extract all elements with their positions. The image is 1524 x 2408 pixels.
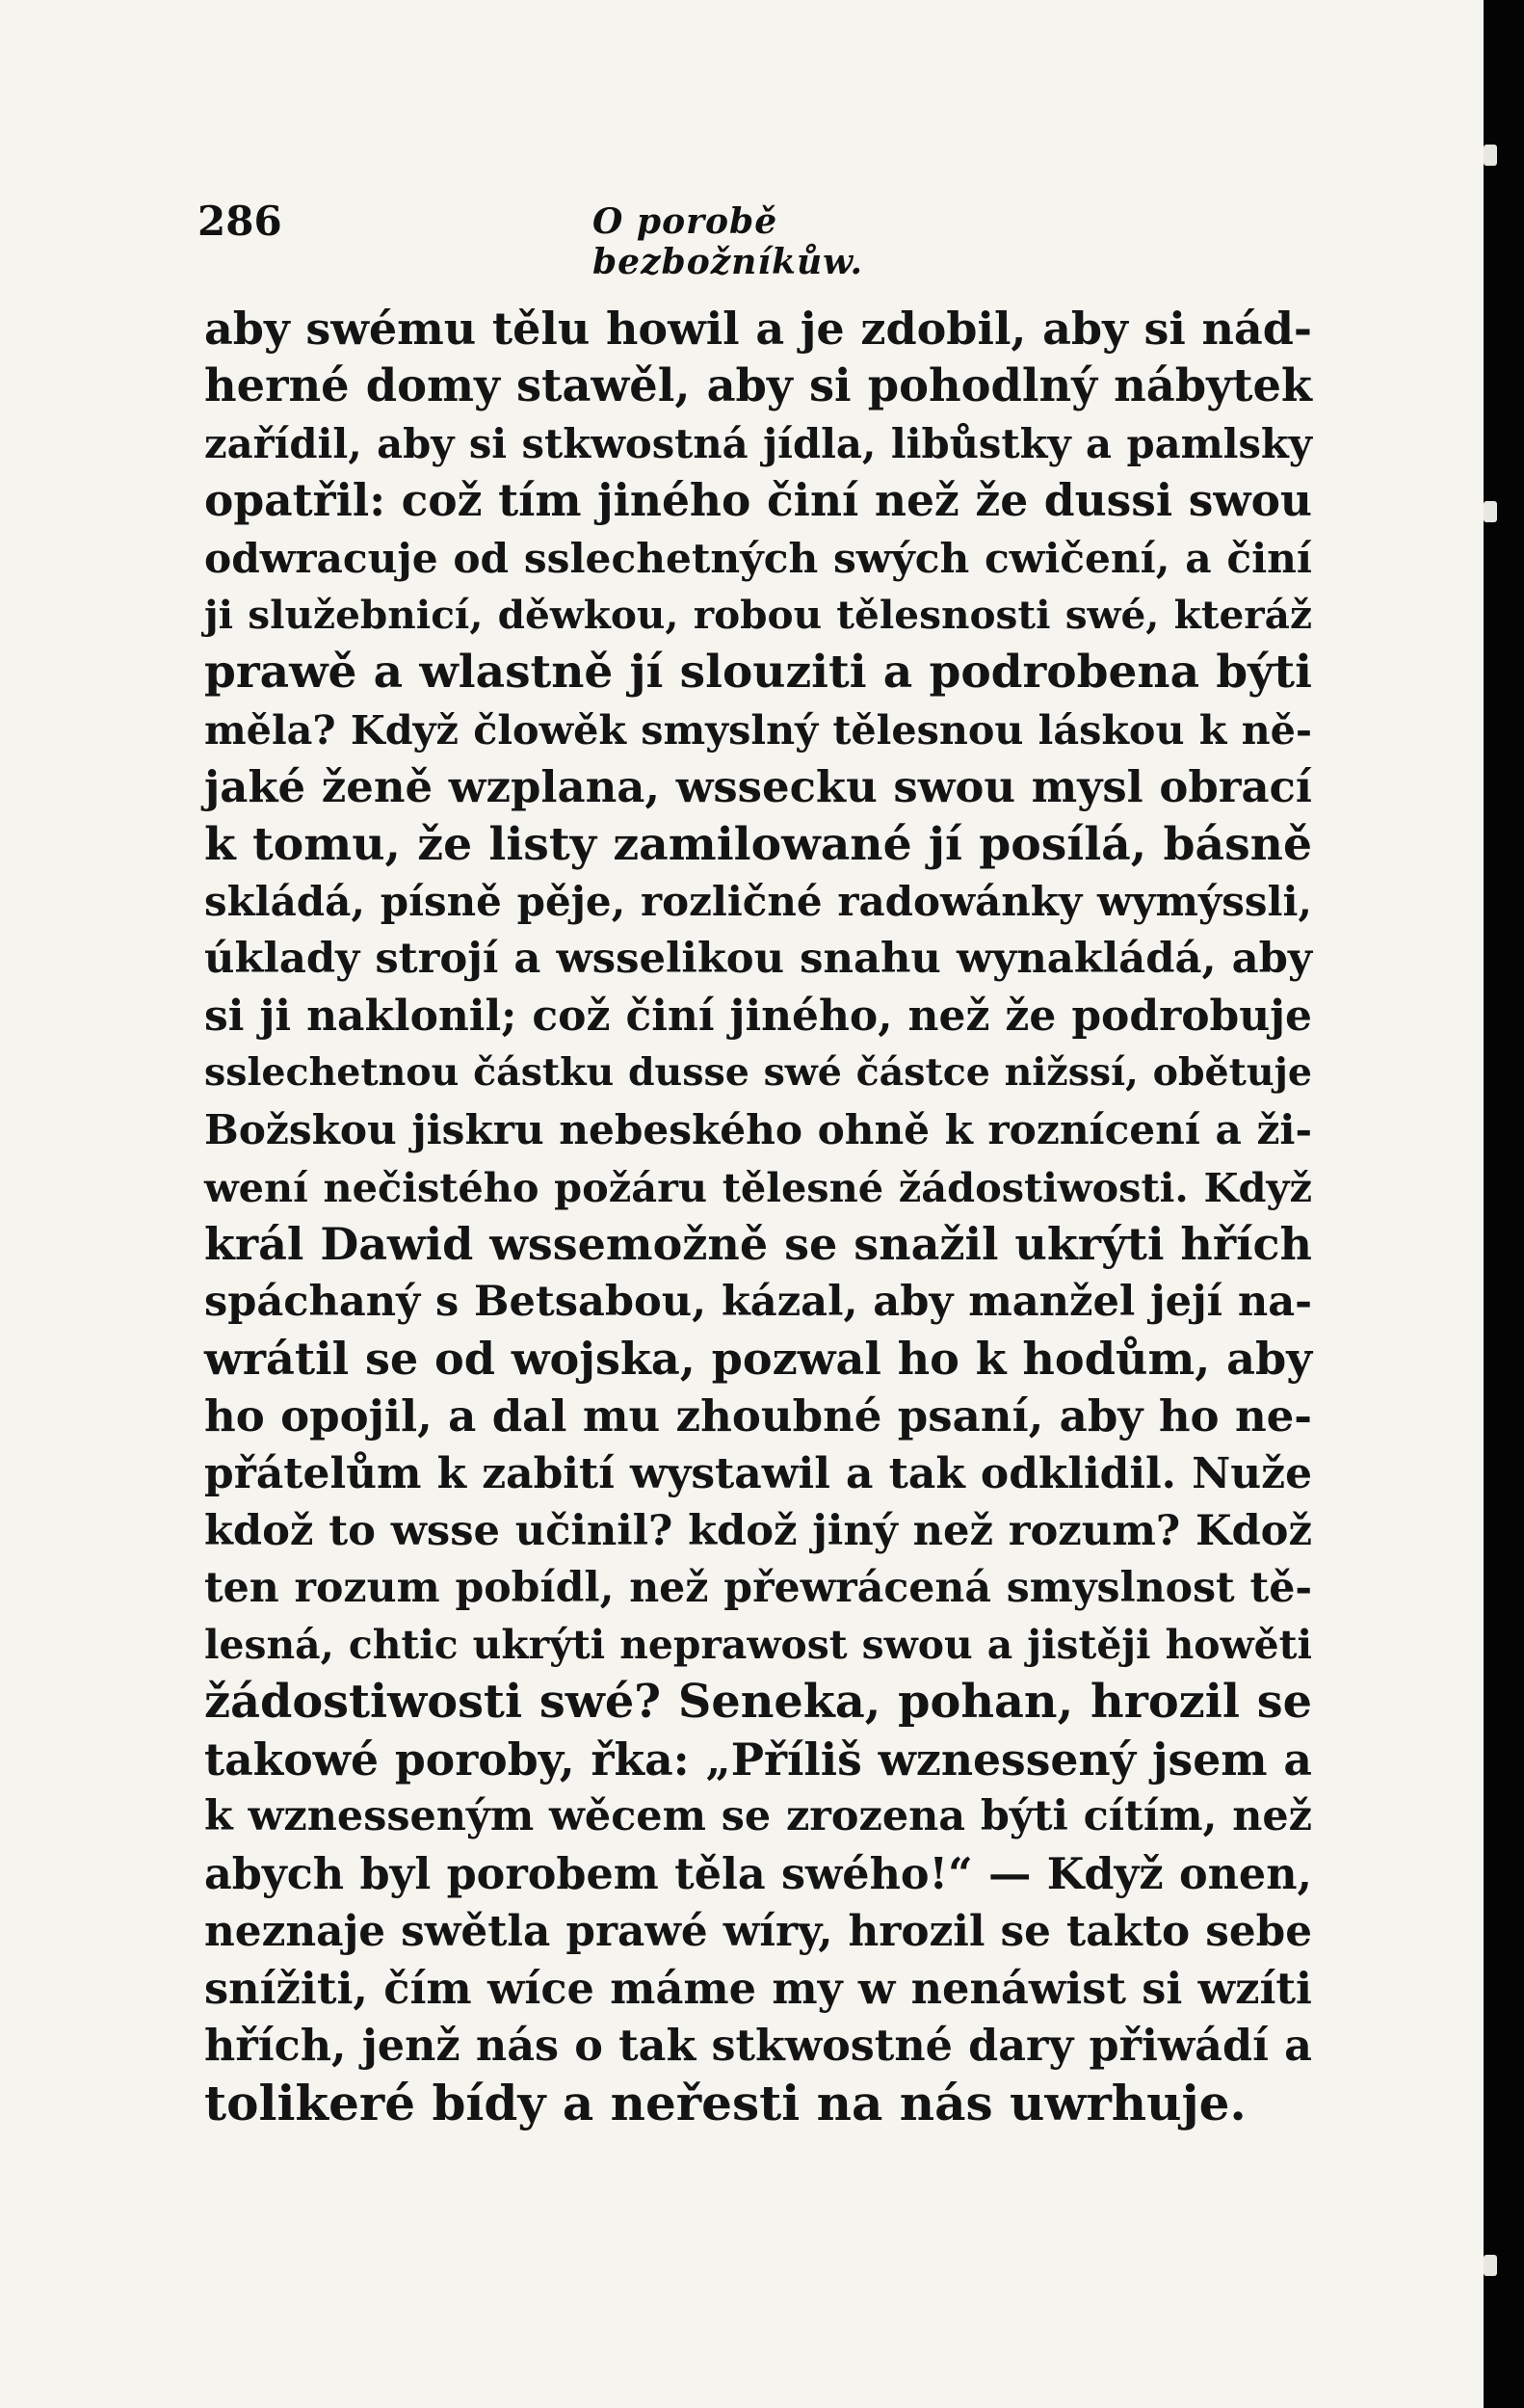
text-line: wení nečistého požáru tělesné žádostiwosti. Když [204,1163,1312,1211]
text-line: spáchaný s Betsabou, kázal, aby manžel její na- [204,1277,1312,1326]
binding-mark [1484,501,1497,522]
text-line: lesná, chtic ukrýti neprawost swou a jistěji howěti [204,1621,1312,1668]
text-line: abych byl porobem těla swého!“ — Když onen, [204,1848,1312,1899]
text-line: ho opojil, a dal mu zhoubné psaní, aby ho ne- [204,1390,1312,1442]
scan-dark-edge [1484,0,1524,2408]
text-line: prawě a wlastně jí slouziti a podrobena býti [204,646,1312,700]
text-line: k wznesseným wěcem se zrozena býti cítím, než [204,1792,1312,1841]
text-line: tolikeré bídy a neřesti na nás uwrhuje. [204,2075,1247,2132]
text-line: žádostiwosti swé? Seneka, pohan, hrozil se [204,1675,1312,1730]
text-line: měla? Když člowěk smyslný tělesnou láskou k ně- [204,705,1312,754]
binding-mark [1484,2255,1497,2276]
text-line: aby swému tělu howil a je zdobil, aby si nád- [204,303,1312,355]
text-line: ten rozum pobídl, než přewrácená smyslnost tě- [204,1563,1312,1612]
page-header [197,198,1026,282]
text-line: snížiti, čím wíce máme my w nenáwist si wzíti [204,1963,1312,2015]
text-line: kdož to wsse učinil? kdož jiný než rozum? Kdož [204,1506,1312,1556]
text-line: herné domy stawěl, aby si pohodlný nábytek [204,359,1312,412]
text-line: přátelům k zabití wystawil a tak odklidil. Nuže [204,1448,1312,1498]
text-line: odwracuje od sslechetných swých cwičení, a činí [204,533,1312,582]
text-line: král Dawid wssemožně se snažil ukrýti hřích [204,1218,1312,1271]
text-line: Božskou jiskru nebeského ohně k roznícení a ži- [204,1105,1312,1154]
text-line: úklady strojí a wsselikou snahu wynakládá, aby [204,934,1312,984]
text-line: si ji naklonil; což činí jiného, než že podrobuje [204,991,1312,1041]
text-line: opatřil: což tím jiného činí než že dussi swou [204,474,1312,527]
text-line: takowé poroby, řka: „Příliš wznessený jsem a [204,1733,1312,1786]
page-number: 286 [197,198,282,245]
text-line: k tomu, že listy zamilowané jí posílá, básně [204,817,1312,871]
text-line: ji služebnicí, děwkou, robou tělesnosti swé, kteráž [204,591,1312,638]
text-line: zařídil, aby si stkwostná jídla, libůstky a pamlsky [204,419,1312,467]
running-title: O porobě bezbožníkůw. [592,201,864,282]
text-line: sslechetnou částku dusse swé částce nižssí, obětuje [204,1050,1312,1096]
text-line: wrátil se od wojska, pozwal ho k hodům, aby [204,1333,1312,1386]
text-line: neznaje swětla prawé wíry, hrozil se takto sebe [204,1906,1312,1956]
body-text [204,301,1312,2132]
binding-mark [1484,145,1497,166]
text-line: hřích, jenž nás o tak stkwostné dary přiwádí a [204,2020,1312,2071]
text-line: jaké ženě wzplana, wssecku swou mysl obrací [204,761,1312,813]
text-line: skládá, písně pěje, rozličné radowánky wymýssli, [204,877,1312,925]
